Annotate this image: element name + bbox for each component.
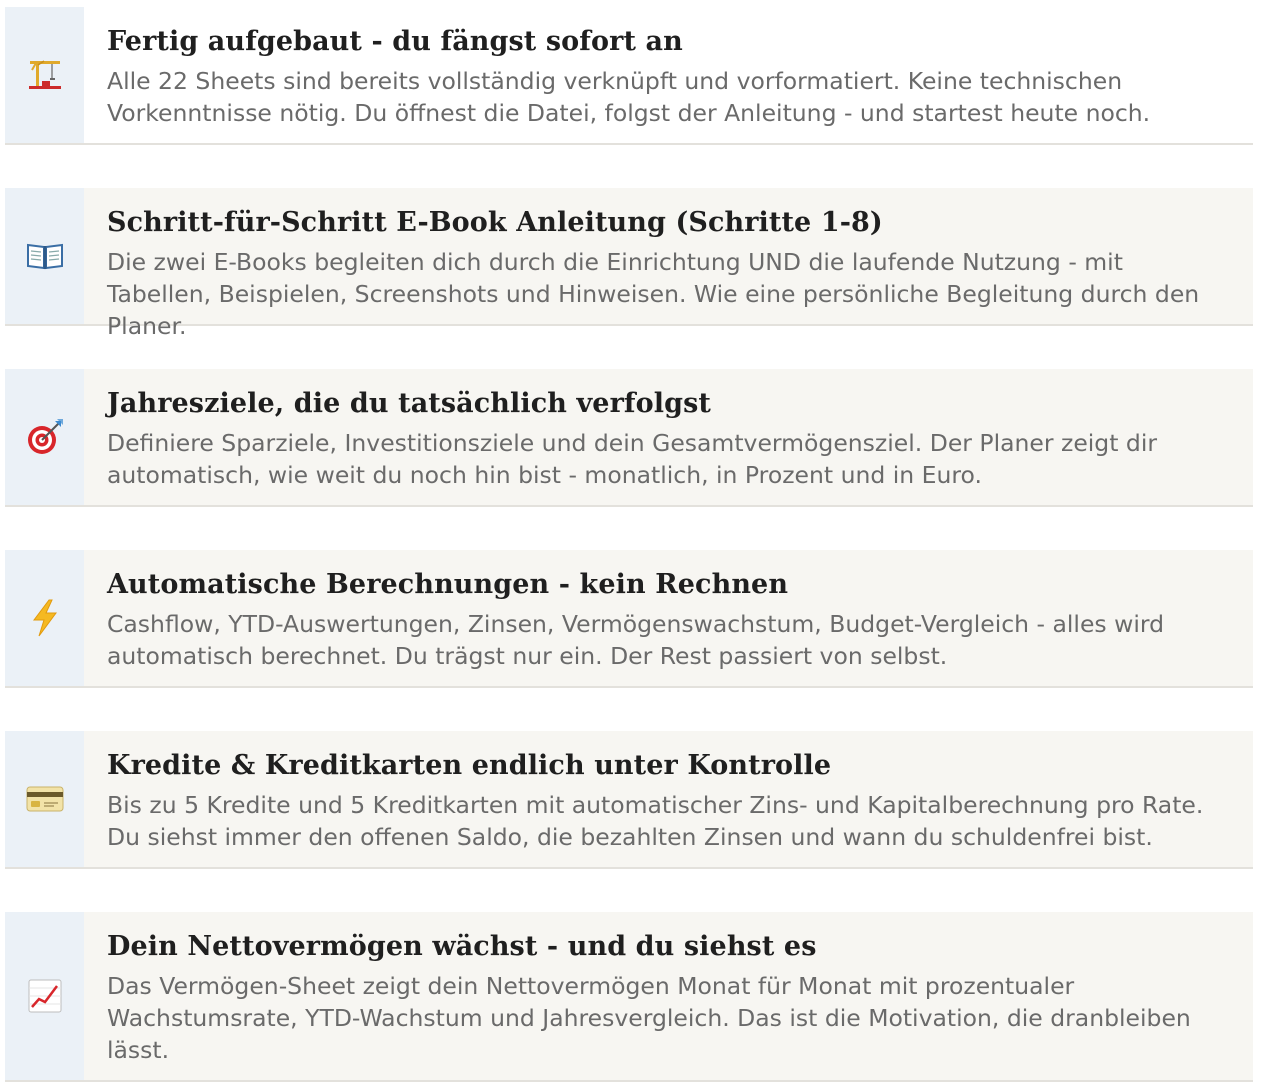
feature-icon-cell (5, 550, 84, 686)
feature-description: Alle 22 Sheets sind bereits vollständig verknüpft und vorformatiert. Keine technischen Vorkenntnisse nötig. Du öffnest die Datei, folgst der Anleitung - und startest heute noch. (107, 67, 1151, 127)
feature-card-goals (5, 369, 1253, 507)
feature-icon-cell (5, 731, 84, 867)
target-icon (26, 418, 64, 456)
feature-description: Die zwei E-Books begleiten dich durch die Einrichtung UND die laufende Nutzung - mit Tabellen, Beispielen, Screenshots und Hinweisen. Wie eine persönliche Begleitung durch den Planer. (107, 248, 1200, 340)
feature-content (84, 550, 1253, 686)
feature-icon-cell (5, 912, 84, 1080)
feature-title: Jahresziele, die du tatsächlich verfolgst (107, 388, 711, 419)
lightning-icon (30, 599, 60, 637)
feature-content (84, 912, 1253, 1080)
feature-title: Kredite & Kreditkarten endlich unter Kontrolle (107, 750, 832, 781)
feature-description: Definiere Sparziele, Investitionsziele und dein Gesamtvermögensziel. Der Planer zeigt dir automatisch, wie weit du noch hin bist - monatlich, in Prozent und in Euro. (107, 429, 1158, 489)
feature-card-calculations (5, 550, 1253, 688)
crane-icon (26, 56, 64, 94)
chart-increasing-icon (28, 979, 62, 1013)
credit-card-icon (26, 786, 64, 812)
feature-title: Schritt-für-Schritt E-Book Anleitung (Schritte 1-8) (107, 207, 883, 238)
feature-title: Dein Nettovermögen wächst - und du siehst es (107, 931, 817, 962)
feature-description: Cashflow, YTD-Auswertungen, Zinsen, Vermögenswachstum, Budget-Vergleich - alles wird automatisch berechnet. Du trägst nur ein. Der Rest passiert von selbst. (107, 610, 1165, 670)
feature-card-credits (5, 731, 1253, 869)
feature-icon-cell (5, 7, 84, 143)
open-book-icon (26, 241, 64, 271)
feature-card-ebook (5, 188, 1253, 340)
feature-card-networth (5, 912, 1253, 1082)
feature-icon-cell (5, 188, 84, 324)
feature-content (84, 7, 1253, 143)
feature-list (5, 7, 1253, 1082)
feature-content (84, 188, 1253, 340)
feature-title: Automatische Berechnungen - kein Rechnen (107, 569, 789, 600)
feature-icon-cell (5, 369, 84, 505)
feature-content (84, 731, 1253, 867)
feature-content (84, 369, 1253, 505)
feature-description: Bis zu 5 Kredite und 5 Kreditkarten mit automatischer Zins- und Kapitalberechnung pro Rate. Du siehst immer den offenen Saldo, die bezahlten Zinsen und wann du schuldenfrei bist. (107, 791, 1204, 851)
feature-title: Fertig aufgebaut - du fängst sofort an (107, 26, 683, 57)
feature-card-setup (5, 7, 1253, 145)
feature-description: Das Vermögen-Sheet zeigt dein Nettovermögen Monat für Monat mit prozentualer Wachstumsrate, YTD-Wachstum und Jahresvergleich. Das ist die Motivation, die dranbleiben lässt. (107, 972, 1191, 1064)
